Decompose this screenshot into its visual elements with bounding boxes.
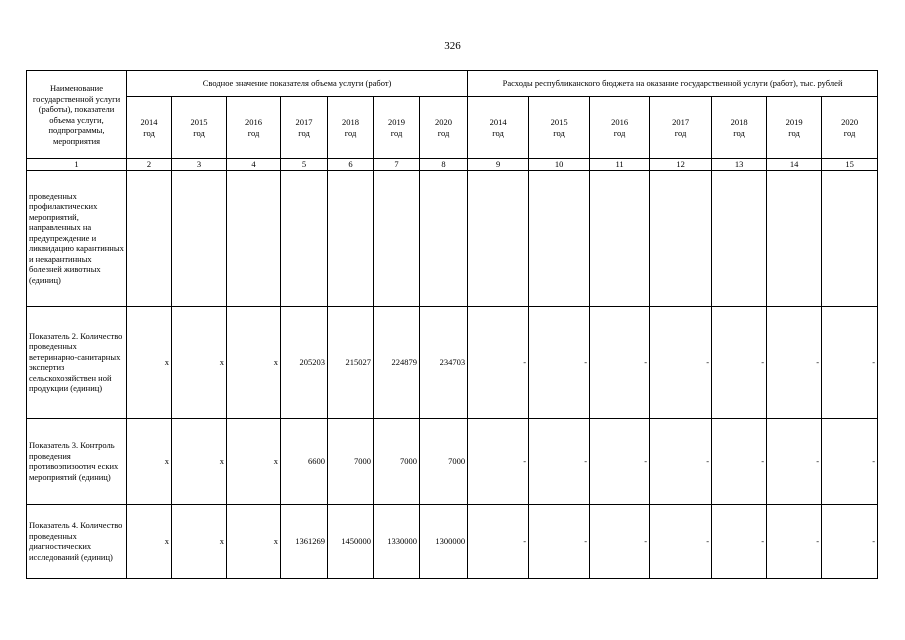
value-cell: 1361269 <box>281 504 328 578</box>
volume-year-2019 <box>374 97 420 159</box>
column-number: 9 <box>468 159 529 171</box>
indicator-name: Показатель 2. Количество проведенных ветеринарно-санитарных экспертиз сельскохозяйствен ной продукции (единиц) <box>27 306 127 418</box>
year-label: 2017 <box>295 117 313 127</box>
value-cell: 215027 <box>328 306 374 418</box>
value-cell: - <box>822 418 878 504</box>
expense-year-2018 <box>712 97 767 159</box>
expense-year-2020 <box>822 97 878 159</box>
volume-year-2018 <box>328 97 374 159</box>
value-cell: 224879 <box>374 306 420 418</box>
year-label: 2014 <box>489 117 507 127</box>
column-number: 13 <box>712 159 767 171</box>
value-cell: 7000 <box>328 418 374 504</box>
table-row <box>27 306 878 418</box>
year-unit: год <box>193 127 205 138</box>
value-cell: - <box>712 504 767 578</box>
value-cell: x <box>172 306 227 418</box>
value-cell <box>468 170 529 306</box>
value-cell: 1330000 <box>374 504 420 578</box>
value-cell: x <box>127 306 172 418</box>
value-cell: 7000 <box>420 418 468 504</box>
column-number: 12 <box>650 159 712 171</box>
value-cell: 7000 <box>374 418 420 504</box>
value-cell: - <box>590 418 650 504</box>
value-cell: - <box>529 306 590 418</box>
indicator-name: проведенных профилактических мероприятий, направленных на предупреждение и ликвидацию карантинных и некарантинных болезней животных (единиц) <box>27 170 127 306</box>
value-cell: 205203 <box>281 306 328 418</box>
value-cell: - <box>650 504 712 578</box>
value-cell <box>590 170 650 306</box>
volume-year-2020 <box>420 97 468 159</box>
year-label: 2018 <box>730 117 748 127</box>
value-cell: - <box>712 306 767 418</box>
value-cell: 1450000 <box>328 504 374 578</box>
column-number: 4 <box>227 159 281 171</box>
value-cell <box>712 170 767 306</box>
table-row <box>27 418 878 504</box>
page-number: 326 <box>444 40 461 52</box>
year-label: 2016 <box>245 117 262 127</box>
value-cell: - <box>767 418 822 504</box>
column-number: 10 <box>529 159 590 171</box>
value-cell <box>227 170 281 306</box>
column-number: 3 <box>172 159 227 171</box>
expense-year-2016 <box>590 97 650 159</box>
year-unit: год <box>437 127 450 138</box>
value-cell <box>650 170 712 306</box>
year-label: 2019 <box>785 117 803 127</box>
header-volume-group: Сводное значение показателя объема услуги (работ) <box>127 71 468 97</box>
header-expense-group: Расходы республиканского бюджета на оказание государственной услуги (работ), тыс. рублей <box>468 71 878 97</box>
value-cell: - <box>650 418 712 504</box>
value-cell: - <box>590 504 650 578</box>
value-cell <box>767 170 822 306</box>
year-label: 2020 <box>435 117 453 127</box>
year-unit: год <box>843 127 856 138</box>
column-number: 7 <box>374 159 420 171</box>
budget-table <box>26 70 878 579</box>
year-unit: год <box>674 127 687 138</box>
year-unit: год <box>492 127 504 138</box>
column-number: 2 <box>127 159 172 171</box>
value-cell: - <box>468 504 529 578</box>
year-label: 2015 <box>550 117 568 127</box>
expense-year-2019 <box>767 97 822 159</box>
value-cell: - <box>590 306 650 418</box>
value-cell <box>374 170 420 306</box>
year-unit: год <box>298 127 310 138</box>
column-number: 14 <box>767 159 822 171</box>
value-cell: - <box>767 306 822 418</box>
column-number: 8 <box>420 159 468 171</box>
volume-year-2015 <box>172 97 227 159</box>
value-cell: - <box>529 504 590 578</box>
year-unit: год <box>553 127 565 138</box>
year-unit: год <box>143 127 155 138</box>
value-cell: - <box>822 306 878 418</box>
year-label: 2014 <box>140 117 158 127</box>
year-label: 2020 <box>841 117 859 127</box>
value-cell: - <box>712 418 767 504</box>
column-number: 1 <box>27 159 127 171</box>
year-label: 2019 <box>388 117 405 127</box>
value-cell <box>281 170 328 306</box>
year-label: 2016 <box>611 117 629 127</box>
column-number: 11 <box>590 159 650 171</box>
year-label: 2018 <box>342 117 359 127</box>
column-number: 15 <box>822 159 878 171</box>
indicator-name: Показатель 3. Контроль проведения противоэпизоотич еских мероприятий (единиц) <box>27 418 127 504</box>
header-name-column: Наименование государственной услуги (работы), показатели объема услуги, подпрограммы, мероприятия <box>27 71 127 159</box>
value-cell: - <box>767 504 822 578</box>
value-cell: - <box>468 418 529 504</box>
value-cell <box>127 170 172 306</box>
year-label: 2015 <box>190 117 208 127</box>
value-cell: - <box>468 306 529 418</box>
expense-year-2017 <box>650 97 712 159</box>
year-unit: год <box>613 127 626 138</box>
value-cell: x <box>127 504 172 578</box>
value-cell: x <box>172 504 227 578</box>
value-cell <box>172 170 227 306</box>
indicator-name: Показатель 4. Количество проведенных диагностических исследований (единиц) <box>27 504 127 578</box>
table-row <box>27 170 878 306</box>
value-cell <box>420 170 468 306</box>
value-cell <box>328 170 374 306</box>
value-cell: 6600 <box>281 418 328 504</box>
value-cell <box>822 170 878 306</box>
year-unit: год <box>390 127 403 138</box>
value-cell: - <box>529 418 590 504</box>
volume-year-2016 <box>227 97 281 159</box>
value-cell: x <box>172 418 227 504</box>
expense-year-2014 <box>468 97 529 159</box>
value-cell: x <box>227 418 281 504</box>
expense-year-2015 <box>529 97 590 159</box>
value-cell: 234703 <box>420 306 468 418</box>
column-number: 5 <box>281 159 328 171</box>
year-unit: год <box>247 127 260 138</box>
year-unit: год <box>733 127 745 138</box>
value-cell: x <box>127 418 172 504</box>
year-unit: год <box>788 127 800 138</box>
value-cell: x <box>227 504 281 578</box>
volume-year-2017 <box>281 97 328 159</box>
volume-year-2014 <box>127 97 172 159</box>
value-cell: - <box>650 306 712 418</box>
table-row <box>27 504 878 578</box>
value-cell: x <box>227 306 281 418</box>
year-unit: год <box>344 127 357 138</box>
column-number: 6 <box>328 159 374 171</box>
value-cell <box>529 170 590 306</box>
value-cell: 1300000 <box>420 504 468 578</box>
value-cell: - <box>822 504 878 578</box>
year-label: 2017 <box>672 117 690 127</box>
